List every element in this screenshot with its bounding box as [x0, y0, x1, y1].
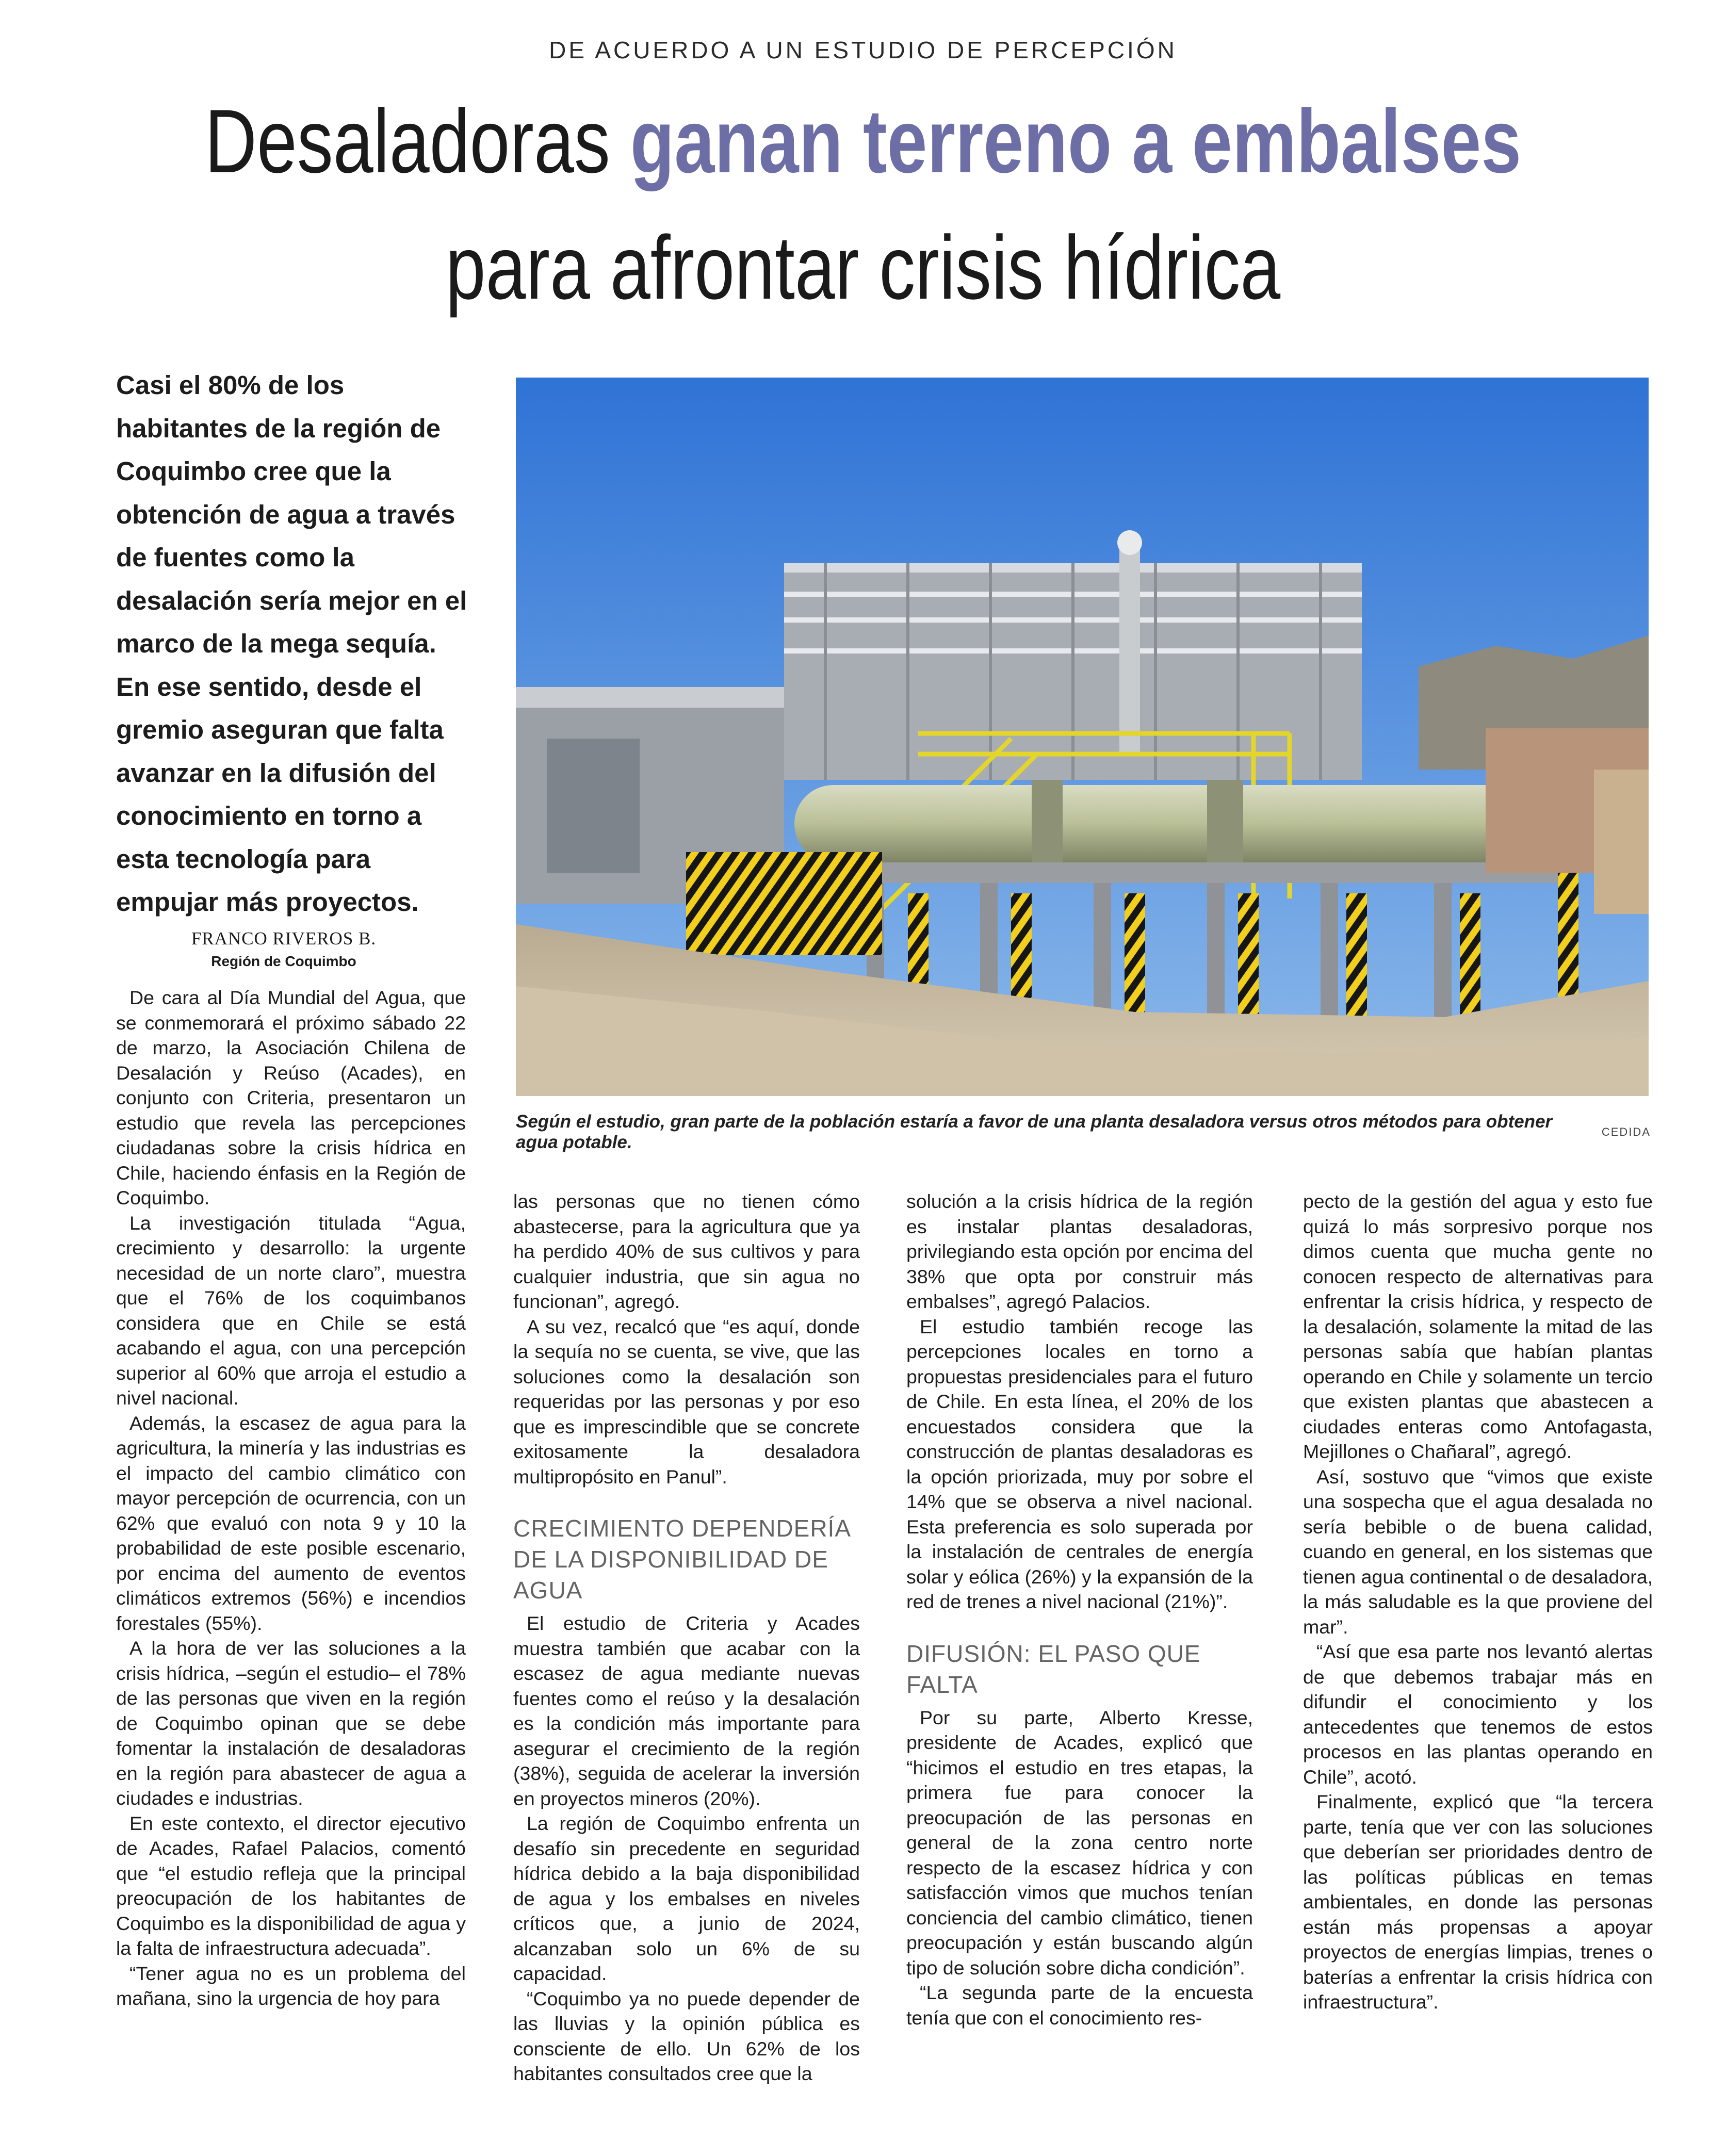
body-paragraph: “La segunda parte de la encuesta tenía que con el conocimiento res-	[906, 1982, 1253, 2029]
body-paragraph: De cara al Día Mundial del Agua, que se conmemorará el próximo sábado 22 de marzo, la Asociación Chilena de Desalación y Reúso (Acades), en conjunto con Criteria, presentaron un estudio que revela las percepciones ciudadanas sobre la crisis hídrica en Chile, haciendo énfasis en la Región de Coquimbo.	[116, 987, 466, 1208]
body-paragraph: La región de Coquimbo enfrenta un desafío sin precedente en seguridad hídrica debido a la baja disponibilidad de agua y los embalses en niveles críticos que, a junio de 2024, alcanzaban solo un 6% de su capacidad.	[513, 1812, 860, 1984]
byline-author: FRANCO RIVEROS B.	[191, 928, 377, 949]
body-paragraph: En este contexto, el director ejecutivo de Acades, Rafael Palacios, comentó que “el estudio refleja que la principal preocupación de los habitantes de Coquimbo es la disponibilidad de agua y la falta de infraestructura adecuada”.	[116, 1812, 466, 1959]
body-paragraph: La investigación titulada “Agua, crecimiento y desarrollo: la urgente necesidad de un norte claro”, muestra que el 76% de los coquimbanos considera que en Chile se está acabando el agua, con una percepción superior al 60% que arroja el estudio a nivel nacional.	[116, 1212, 466, 1409]
body-paragraph: El estudio también recoge las percepciones locales en torno a propuestas presidenciales para el futuro de Chile. En esta línea, el 20% de los encuestados considera que la construcción de plantas desaladoras es la opción priorizada, muy por sobre el 14% que se observa a nivel nacional. Esta preferencia es solo superada por la instalación de centrales de energía solar y eólica (26%) y la expansión de la red de trenes a nivel nacional (21%)”.	[906, 1315, 1253, 1612]
desalination-plant-photo	[516, 378, 1649, 1096]
body-paragraph: A su vez, recalcó que “es aquí, donde la sequía no se cuenta, se vive, que las soluciones como la desalación son requeridas por las personas y por eso que es imprescindible que se concrete exitosamente la desaladora multipropósito en Panul”.	[513, 1315, 860, 1488]
body-paragraph: Además, la escasez de agua para la agricultura, la minería y las industrias es el impacto del cambio climático con mayor percepción de ocurrencia, con un 62% que evaluó con nota 9 y 10 la probabilidad de este posible escenario, por encima del aumento de eventos climáticos extremos (56%) e incendios forestales (55%).	[116, 1412, 466, 1634]
headline-line-1	[173, 90, 1554, 193]
body-paragraph: las personas que no tienen cómo abastecerse, para la agricultura que ya ha perdido 40% de sus cultivos y para cualquier industria, que sin agua no funcionan”, agregó.	[513, 1190, 860, 1312]
photo-caption: Según el estudio, gran parte de la población estaría a favor de una planta desaladora versus otros métodos para obtener agua potable.	[516, 1112, 1553, 1152]
body-paragraph: pecto de la gestión del agua y esto fue quizá lo más sorpresivo porque nos dimos cuenta que mucha gente no conocen respecto de alternativas para enfrentar la crisis hídrica, y respecto de la desalación, solamente la mitad de las personas sabía que habían plantas operando en Chile y solamente un tercio que existen plantas que abastecen a ciudades enteras como Antofagasta, Mejillones o Chañaral”, agregó.	[1303, 1190, 1653, 1462]
body-paragraph: Finalmente, explicó que “la tercera parte, tenía que ver con las soluciones que deberían ser prioridades dentro de las políticas públicas en temas ambientales, en donde las personas están más propensas a apoyar proyectos de energías limpias, trenes o baterías a enfrentar la crisis hídrica con infraestructura”.	[1303, 1791, 1653, 2013]
lead-paragraph: Casi el 80% de los habitantes de la región de Coquimbo cree que la obtención de agua a través de fuentes como la desalación sería mejor en el marco de la mega sequía. En ese sentido, desde el gremio aseguran que falta avanzar en la difusión del conocimiento en torno a esta tecnología para empujar más proyectos.	[116, 370, 467, 917]
subheading-crecimiento: CRECIMIENTO DEPENDERÍA DE LA DISPONIBILIDAD DE AGUA	[513, 1515, 850, 1604]
body-paragraph: solución a la crisis hídrica de la región es instalar plantas desaladoras, privilegiando esta opción por encima del 38% que opta por construir más embalses”, agregó Palacios.	[906, 1190, 1253, 1312]
column-1	[116, 985, 466, 2011]
body-paragraph: “Tener agua no es un problema del mañana, sino la urgencia de hoy para	[116, 1962, 466, 2009]
body-paragraph: Por su parte, Alberto Kresse, presidente de Acades, explicó que “hicimos el estudio en tres etapas, la primera fue para conocer la preocupación de las personas en general de la zona centro norte respecto de la escasez hídrica y con satisfacción vimos que muchos tenían conciencia del cambio climático, tienen preocupación y están buscando algún tipo de solución sobre dicha condición”.	[906, 1706, 1253, 1979]
headline-part-1: Desaladoras	[204, 91, 630, 192]
photo-credit: CEDIDA	[1601, 1125, 1651, 1138]
body-paragraph: “Así que esa parte nos levantó alertas de que debemos trabajar más en difundir el conocimiento y los antecedentes que tenemos de estos procesos en las plantas operando en Chile”, acotó.	[1303, 1641, 1653, 1788]
column-4	[1303, 1189, 1653, 2015]
kicker: DE ACUERDO A UN ESTUDIO DE PERCEPCIÓN	[549, 37, 1177, 63]
body-paragraph: A la hora de ver las soluciones a la crisis hídrica, –según el estudio– el 78% de las personas que viven en la región de Coquimbo opinan que se debe fomentar la instalación de desaladoras en la región para abastecer de agua a ciudades e industrias.	[116, 1637, 466, 1809]
headline-line-2: para afrontar crisis hídrica	[445, 218, 1281, 318]
byline-region: Región de Coquimbo	[211, 953, 356, 969]
column-3	[906, 1189, 1253, 2030]
body-paragraph: Así, sostuvo que “vimos que existe una sospecha que el agua desalada no sería bebible o de buena calidad, cuando en general, en los sistemas que tienen agua continental o de desaladora, la más saludable es la que proviene del mar”.	[1303, 1465, 1653, 1638]
body-paragraph: El estudio de Criteria y Acades muestra también que acabar con la escasez de agua mediante nuevas fuentes como el reúso y la desalación es la condición más importante para asegurar el crecimiento de la región (38%), seguida de acelerar la inversión en proyectos mineros (20%).	[513, 1612, 860, 1809]
headline-accent: ganan terreno a embalses	[630, 91, 1522, 192]
column-2	[513, 1189, 860, 2086]
subheading-difusion: DIFUSIÓN: EL PASO QUE FALTA	[906, 1640, 1201, 1698]
body-paragraph: “Coquimbo ya no puede depender de las lluvias y la opinión pública es consciente de ello. Un 62% de los habitantes consultados cree que la	[513, 1987, 860, 2084]
